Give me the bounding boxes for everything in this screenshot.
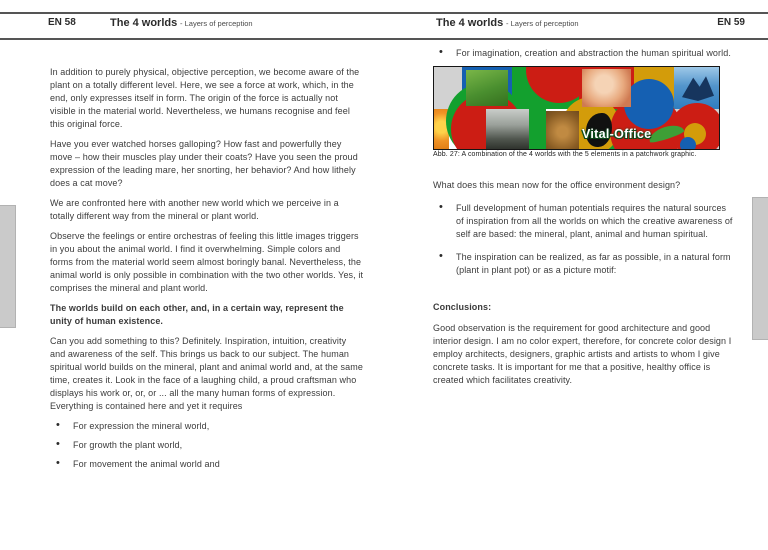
page-header-right <box>436 17 579 29</box>
paragraph: Have you ever watched horses galloping? How fast and powerfully they move – how their muscles play under their coats? Have you seen the proud expression of the leading mare, her snorting, her behavior? And how lithely does a cat move? <box>50 139 358 188</box>
right-page-body <box>433 47 733 394</box>
chapter-subtitle-right: - Layers of perception <box>506 19 579 28</box>
header-rule-top <box>0 12 768 14</box>
chapter-subtitle-left: - Layers of perception <box>180 19 253 28</box>
top-bullet-list <box>433 47 733 60</box>
conclusions-heading: Conclusions: <box>433 302 492 312</box>
conclusions-paragraph: Good observation is the requirement for good architecture and good interior design. I am no color expert, therefore, for concrete color design I employ architects, designers, graphic artists and artists to whom I give concrete tasks. It is important for me that a positive, healthy office is created which facilitates creativity. <box>433 323 732 385</box>
thumb-index-tab-right <box>752 197 768 340</box>
page-number-left: EN 58 <box>48 17 76 28</box>
worlds-bullet-list <box>50 420 364 471</box>
figure-caption: Abb. 27: A combination of the 4 worlds with the 5 elements in a patchwork graphic. <box>433 151 697 158</box>
whale-tail-shape <box>682 75 714 101</box>
chapter-title-left: The 4 worlds <box>110 17 178 29</box>
bold-statement: The worlds build on each other, and, in a certain way, represent the unity of human existence. <box>50 303 344 326</box>
patchwork-figure-image <box>433 66 720 150</box>
laughing-child-photo <box>582 69 631 107</box>
list-item: • For expression the mineral world, <box>50 420 364 433</box>
left-page-body <box>50 66 364 477</box>
list-item: • The inspiration can be realized, as far as possible, in a natural form (plant in plant pot) or as a picture motif: <box>433 251 733 277</box>
paragraph: We are confronted here with another new world which we perceive in a totally different way from the mineral or plant world. <box>50 198 339 221</box>
list-item: • For imagination, creation and abstraction the human spiritual world. <box>433 47 733 60</box>
page-header-left <box>110 17 253 29</box>
tile <box>529 109 546 149</box>
design-bullet-list <box>433 202 733 277</box>
list-item: • For movement the animal world and <box>50 458 364 471</box>
blue-circle <box>624 79 674 129</box>
paragraph: Observe the feelings or entire orchestras of feeling this little images triggers in you about the animal world. I find it overwhelming. Simple colors and forms from the material world seem almost boringly banal. Nevertheless, the animal world is only possible in combination with the two other worlds. Yes, it comprises the mineral and plant world. <box>50 231 364 293</box>
man-portrait-photo <box>486 109 529 149</box>
paragraph: In addition to purely physical, objective perception, we become aware of the plant on a totally different level. Here, we see a force at work, which, in the end, only expresses itself in form. The origin of the force is actually not visible in the material world. Nevertheless, we humans recognise and feel this original force. <box>50 67 360 129</box>
list-item: • Full development of human potentials requires the natural sources of inspiration from all the worlds on which the creative awareness of self are based: the mineral, plant, animal and human spiritual. <box>433 202 733 241</box>
chapter-title-right: The 4 worlds <box>436 17 504 29</box>
vital-office-logo: Vital-Office <box>582 127 652 141</box>
page-number-right: EN 59 <box>717 17 745 28</box>
blue-circle <box>680 137 696 150</box>
animal-photo <box>546 111 579 149</box>
list-item: • For growth the plant world, <box>50 439 364 452</box>
header-rule-bottom <box>0 38 768 40</box>
thumb-index-tab-left <box>0 205 16 328</box>
paragraph: Can you add something to this? Definitely. Inspiration, intuition, creativity and awareness of the self. This brings us back to our subject. The human spiritual world builds on the mineral, plant and animal world and, at the same time, creates it. Look in the face of a laughing child, a proud craftsman who displays his work or, or, or ... all the many human forms of expression. Everything is contained here and yet it requires <box>50 336 363 411</box>
horses-meadow-photo <box>466 70 508 106</box>
question-paragraph: What does this mean now for the office environment design? <box>433 180 681 190</box>
